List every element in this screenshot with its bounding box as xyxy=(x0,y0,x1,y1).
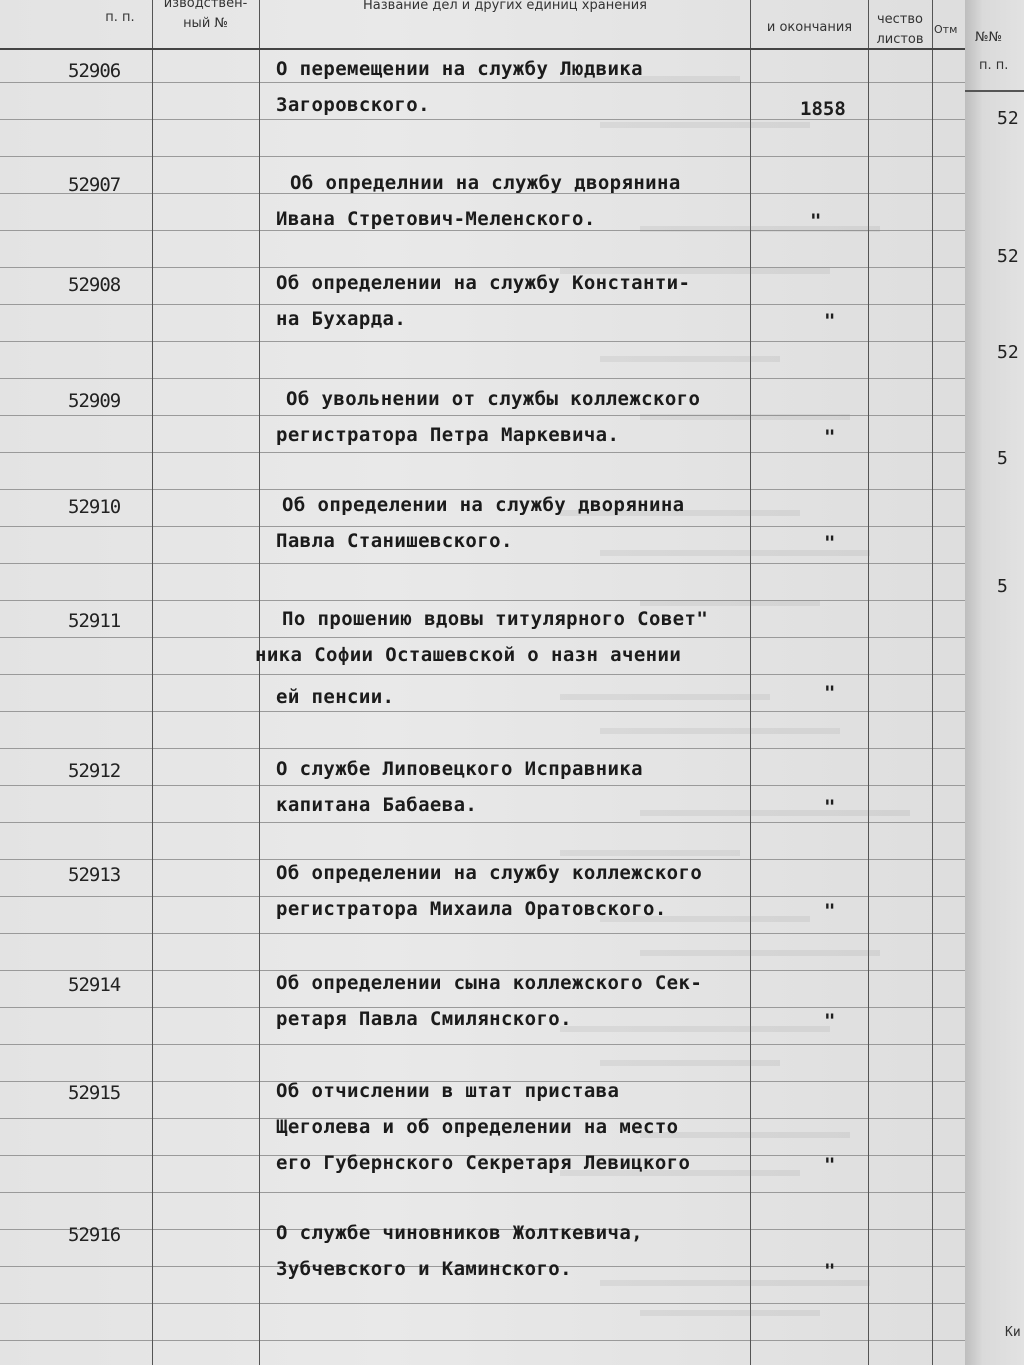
entry-title-line: Зубчевского и Каминского. xyxy=(276,1258,572,1280)
header-notes: Отм xyxy=(934,23,958,36)
ditto-mark: " xyxy=(824,1154,836,1176)
column-divider xyxy=(932,0,933,1365)
ditto-mark: " xyxy=(824,1260,836,1282)
ruled-line xyxy=(0,933,965,934)
entry-number: 52914 xyxy=(68,974,121,996)
entry-number: 52909 xyxy=(68,390,121,412)
entry-title-line: капитана Бабаева. xyxy=(276,794,478,816)
ruled-line xyxy=(0,674,965,675)
ditto-mark: " xyxy=(824,426,836,448)
year-value: 1858 xyxy=(800,98,846,120)
entry-title-line: ей пенсии. xyxy=(276,686,395,708)
bleed-through-mark xyxy=(640,226,880,232)
header-production-number xyxy=(153,0,258,34)
ruled-line xyxy=(0,637,965,638)
header-sheets-line1: чество xyxy=(876,12,923,27)
entry-number: 52910 xyxy=(68,496,121,518)
ruled-line xyxy=(0,526,965,527)
bleed-through-mark xyxy=(600,728,840,734)
adjacent-page-edge xyxy=(965,0,1024,1365)
header-dates: и окончания xyxy=(766,20,853,35)
entry-title-line: О перемещении на службу Людвика xyxy=(276,58,644,80)
ruled-line xyxy=(0,1303,965,1304)
header-production-line1: изводствен- xyxy=(163,0,248,11)
ditto-mark: " xyxy=(824,532,836,554)
entry-title-line: Об определении на службу дворянина xyxy=(282,494,685,516)
column-divider xyxy=(259,0,260,1365)
page2-number: 52 xyxy=(997,246,1019,267)
entry-title-line: Об увольнении от службы коллежского xyxy=(286,388,701,410)
bleed-through-mark xyxy=(640,810,910,816)
ruled-line xyxy=(0,970,965,971)
ruled-line xyxy=(0,859,965,860)
bleed-through-mark xyxy=(640,600,820,606)
ditto-mark: " xyxy=(810,210,822,232)
page2-header2: п. п. xyxy=(979,58,1009,73)
ruled-line xyxy=(0,156,965,157)
header-production-line2: ный № xyxy=(183,16,228,31)
entry-title-line: Щеголева и об определении на место xyxy=(276,1116,679,1138)
ruled-line xyxy=(0,1044,965,1045)
page2-number: 5 xyxy=(997,576,1008,597)
page2-footer: Ки xyxy=(1005,1325,1021,1340)
entry-title-line: ретаря Павла Смилянского. xyxy=(276,1008,572,1030)
bleed-through-mark xyxy=(600,1060,780,1066)
bleed-through-mark xyxy=(560,694,770,700)
entry-title-line: регистратора Михаила Оратовского. xyxy=(276,898,667,920)
column-divider xyxy=(868,0,869,1365)
ruled-line xyxy=(0,1340,965,1341)
entry-title-line: О службе Липовецкого Исправника xyxy=(276,758,644,780)
entry-title-line: регистратора Петра Маркевича. xyxy=(276,424,620,446)
header-title: Название дел и других единиц хранения xyxy=(363,0,647,13)
column-divider xyxy=(152,0,153,1365)
ruled-line xyxy=(0,378,965,379)
ruled-line xyxy=(0,711,965,712)
bleed-through-mark xyxy=(600,356,780,362)
ditto-mark: " xyxy=(824,900,836,922)
column-divider xyxy=(750,0,751,1365)
entry-title-line: Об определении на службу Константи- xyxy=(276,272,691,294)
entry-title-line: ника Софии Осташевской о назн ачении xyxy=(255,644,682,666)
entry-title-line: его Губернского Секретаря Левицкого xyxy=(276,1152,691,1174)
bleed-through-mark xyxy=(640,1310,820,1316)
ruled-line xyxy=(0,1192,965,1193)
page2-number: 52 xyxy=(997,342,1019,363)
entry-title-line: Об определении на службу коллежского xyxy=(276,862,703,884)
bleed-through-mark xyxy=(640,950,880,956)
header-sheets xyxy=(869,10,931,50)
ruled-line xyxy=(0,82,965,83)
bleed-through-mark xyxy=(560,1026,830,1032)
bleed-through-mark xyxy=(600,122,810,128)
entry-number: 52912 xyxy=(68,760,121,782)
entry-number: 52913 xyxy=(68,864,121,886)
entry-title-line: Загоровского. xyxy=(276,94,430,116)
ruled-line xyxy=(0,489,965,490)
entry-number: 52906 xyxy=(68,60,121,82)
ruled-line xyxy=(0,563,965,564)
bleed-through-mark xyxy=(560,850,740,856)
header-number: п. п. xyxy=(105,10,135,25)
entry-number: 52916 xyxy=(68,1224,121,1246)
ruled-line xyxy=(0,785,965,786)
ditto-mark: " xyxy=(824,682,836,704)
bleed-through-mark xyxy=(640,414,850,420)
ruled-line xyxy=(0,341,965,342)
ditto-mark: " xyxy=(824,310,836,332)
page2-rule xyxy=(965,90,1024,92)
page2-header: №№ xyxy=(975,30,1003,45)
ruled-line xyxy=(0,304,965,305)
ruled-line xyxy=(0,600,965,601)
header-sheets-line2: листов xyxy=(876,32,924,47)
entry-number: 52908 xyxy=(68,274,121,296)
ruled-line xyxy=(0,896,965,897)
page2-number: 52 xyxy=(997,108,1019,129)
entry-title-line: По прошению вдовы титулярного Совет" xyxy=(282,608,709,630)
entry-title-line: на Бухарда. xyxy=(276,308,407,330)
ditto-mark: " xyxy=(824,796,836,818)
ruled-line xyxy=(0,822,965,823)
entry-number: 52915 xyxy=(68,1082,121,1104)
header-rule xyxy=(0,48,965,50)
entry-title-line: Об определении сына коллежского Сек- xyxy=(276,972,703,994)
ruled-line xyxy=(0,452,965,453)
page2-number: 5 xyxy=(997,448,1008,469)
entry-title-line: Ивана Стретович-Меленского. xyxy=(276,208,596,230)
entry-title-line: Об определнии на службу дворянина xyxy=(290,172,681,194)
ruled-line xyxy=(0,748,965,749)
entry-title-line: О службе чиновников Жолткевича, xyxy=(276,1222,644,1244)
entry-title-line: Павла Станишевского. xyxy=(276,530,513,552)
entry-title-line: Об отчислении в штат пристава xyxy=(276,1080,620,1102)
entry-number: 52911 xyxy=(68,610,121,632)
entry-number: 52907 xyxy=(68,174,121,196)
ditto-mark: " xyxy=(824,1010,836,1032)
